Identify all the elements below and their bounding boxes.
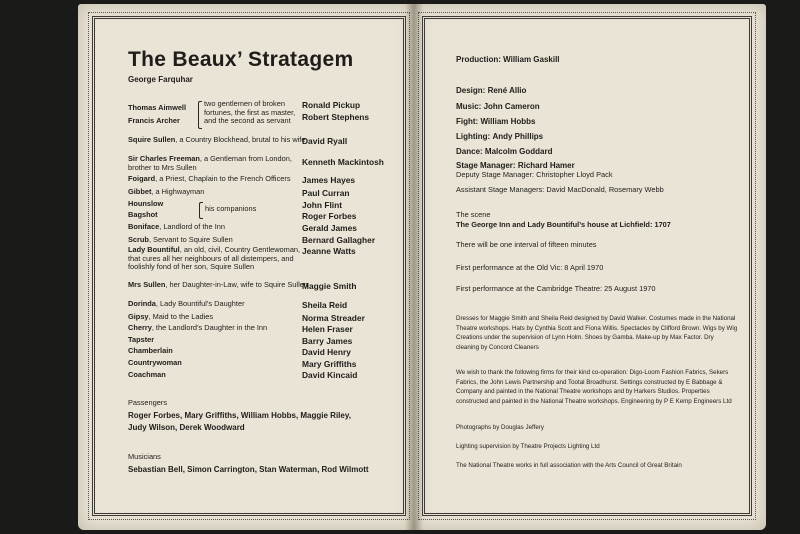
role-name: Bagshot bbox=[128, 210, 158, 219]
cast-actor: Norma Streader bbox=[302, 313, 365, 323]
role-name: Tapster bbox=[128, 335, 155, 344]
cast-role bbox=[128, 359, 308, 368]
cast-actor: Mary Griffiths bbox=[302, 359, 357, 369]
cast-role bbox=[128, 136, 308, 145]
role-name: Hounslow bbox=[128, 199, 164, 208]
role-name: Cherry bbox=[128, 323, 152, 332]
cast-actor: Jeanne Watts bbox=[302, 246, 356, 256]
cast-actor: Maggie Smith bbox=[302, 281, 357, 291]
cast-actor: John Flint bbox=[302, 200, 343, 210]
role-name: Foigard bbox=[128, 174, 156, 183]
role-description: , a Priest, Chaplain to the French Officers bbox=[155, 174, 291, 183]
role-name: Countrywoman bbox=[128, 358, 182, 367]
cast-role bbox=[128, 188, 308, 197]
role-name: Boniface bbox=[128, 222, 160, 231]
role-name: Coachman bbox=[128, 370, 166, 379]
thanks-paragraph: We wish to thank the following firms for their kind co-operation: Digo-Loom Fashion Fabrics, Sekers Fabrics, the John Lewis Partnership and Tootal Broadhurst. Settings constructed by E Babbage & Company and painted in the National Theatre workshops and by Harkers Studios. Properties constructed and painted in the National Theatre workshops. Engineering by P E Kemp Engineers Ltd bbox=[456, 369, 732, 405]
role-name: Gipsy bbox=[128, 312, 149, 321]
crew-credit bbox=[456, 132, 543, 141]
cast-role bbox=[128, 281, 308, 290]
crew-role: Design: bbox=[456, 86, 486, 95]
role-description: , Servant to Squire Sullen bbox=[148, 235, 233, 244]
cast-actor: Bernard Gallagher bbox=[302, 235, 376, 245]
role-description: , a Gentleman from London, brother to Mrs Sullen bbox=[128, 154, 292, 172]
cast-role bbox=[128, 246, 308, 272]
first-performance-old-vic: First performance at the Old Vic: 8 April 1970 bbox=[456, 263, 604, 272]
crew-name: René Allio bbox=[487, 86, 527, 95]
role-name: Gibbet bbox=[128, 187, 152, 196]
role-description: , a Country Blockhead, brutal to his wife bbox=[175, 135, 306, 144]
passengers-line-2: Judy Wilson, Derek Woodward bbox=[128, 423, 245, 432]
cast-actor: Paul Curran bbox=[302, 188, 350, 198]
cast-role bbox=[128, 175, 308, 184]
cast-role bbox=[128, 313, 308, 322]
scene-text: The George Inn and Lady Bountiful’s house at Lichfield: 1707 bbox=[456, 220, 671, 229]
companions-brace bbox=[199, 202, 203, 219]
cast-role bbox=[128, 324, 308, 333]
crew-role: Stage Manager: bbox=[456, 161, 516, 170]
first-performance-cambridge: First performance at the Cambridge Theatre: 25 August 1970 bbox=[456, 284, 656, 293]
book-gutter bbox=[405, 4, 423, 530]
role-name: Francis Archer bbox=[128, 116, 180, 125]
crew-credit bbox=[456, 86, 526, 95]
crew-credit bbox=[456, 161, 575, 170]
role-description: , her Daughter-in-Law, wife to Squire Sullen bbox=[165, 280, 308, 289]
passengers-heading: Passengers bbox=[128, 398, 168, 407]
musicians-line: Sebastian Bell, Simon Carrington, Stan Waterman, Rod Wilmott bbox=[128, 465, 369, 474]
cast-actor: Robert Stephens bbox=[302, 112, 370, 122]
arts-council-note: The National Theatre works in full association with the Arts Council of Great Britain bbox=[456, 462, 682, 469]
assistant-stage-managers: Assistant Stage Managers: David MacDonald, Rosemary Webb bbox=[456, 185, 664, 194]
pair-brace bbox=[198, 101, 202, 129]
cast-role bbox=[128, 223, 308, 232]
deputy-stage-manager: Deputy Stage Manager: Christopher Lloyd Pack bbox=[456, 170, 613, 179]
role-name: Scrub bbox=[128, 235, 149, 244]
role-description: , Landlord of the Inn bbox=[159, 222, 225, 231]
cast-actor: Barry James bbox=[302, 336, 353, 346]
play-title: The Beaux’ Stratagem bbox=[128, 48, 354, 71]
playwright: George Farquhar bbox=[128, 75, 193, 84]
crew-role: Fight: bbox=[456, 117, 479, 126]
passengers-line-1: Roger Forbes, Mary Griffiths, William Hobbs, Maggie Riley, bbox=[128, 411, 351, 420]
role-name: Lady Bountiful bbox=[128, 245, 180, 254]
role-name: Squire Sullen bbox=[128, 135, 176, 144]
cast-actor: Gerald James bbox=[302, 223, 357, 233]
role-name: Sir Charles Freeman bbox=[128, 154, 200, 163]
cast-role bbox=[128, 236, 308, 245]
programme-right-page bbox=[414, 4, 766, 530]
cast-role bbox=[128, 336, 308, 345]
lighting-supervision: Lighting supervision by Theatre Projects Lighting Ltd bbox=[456, 443, 600, 450]
role-description: , an old, civil, Country Gentlewoman, that cures all her neighbours of all distempers, and foolishly fond of her son, Squire Sullen bbox=[128, 245, 301, 272]
scene-heading: The scene bbox=[456, 210, 491, 219]
photographs-credit: Photographs by Douglas Jeffery bbox=[456, 424, 544, 431]
cast-actor: Roger Forbes bbox=[302, 211, 357, 221]
pair-note: two gentlemen of broken fortunes, the first as master, and the second as servant bbox=[204, 99, 296, 126]
crew-credit bbox=[456, 117, 536, 126]
role-description: , a Highwayman bbox=[151, 187, 205, 196]
cast-actor: Ronald Pickup bbox=[302, 100, 361, 110]
cast-actor: Helen Fraser bbox=[302, 324, 353, 334]
crew-role: Lighting: bbox=[456, 132, 491, 141]
musicians-heading: Musicians bbox=[128, 452, 161, 461]
crew-name: Richard Hamer bbox=[517, 161, 575, 170]
role-description: , Maid to the Ladies bbox=[148, 312, 214, 321]
role-description: , the Landlord’s Daughter in the Inn bbox=[151, 323, 268, 332]
cast-role bbox=[128, 155, 308, 172]
crew-role: Dance: bbox=[456, 147, 483, 156]
cast-role bbox=[128, 300, 308, 309]
cast-actor: James Hayes bbox=[302, 175, 356, 185]
cast-actor: Sheila Reid bbox=[302, 300, 348, 310]
role-name: Thomas Aimwell bbox=[128, 103, 187, 112]
credits-paragraph: Dresses for Maggie Smith and Sheila Reid designed by David Walker. Costumes made in the National Theatre workshops. Hats by Cynthia Scott and Fiona Willis. Spectacles by Clifford Brown. Wigs by Wig Creations under the supervision of Lynn Holm. Shoes by Gamba. Make-up by Max Factor. Dry cleaning by Concord Cleaners bbox=[456, 315, 738, 351]
interval-note: There will be one interval of fifteen minutes bbox=[456, 240, 597, 249]
crew-credit bbox=[456, 147, 552, 156]
role-description: , Lady Bountiful’s Daughter bbox=[155, 299, 245, 308]
crew-name: William Hobbs bbox=[480, 117, 536, 126]
crew-name: Malcolm Goddard bbox=[484, 147, 553, 156]
cast-role bbox=[128, 347, 308, 356]
production-credit bbox=[456, 55, 560, 64]
cast-actor: Kenneth Mackintosh bbox=[302, 157, 384, 167]
programme-left-page bbox=[78, 4, 414, 530]
role-name: Dorinda bbox=[128, 299, 156, 308]
production-name: William Gaskill bbox=[503, 55, 560, 64]
cast-role bbox=[128, 371, 308, 380]
crew-credit bbox=[456, 102, 540, 111]
production-label: Production: bbox=[456, 55, 501, 64]
role-name: Chamberlain bbox=[128, 346, 173, 355]
cast-actor: David Henry bbox=[302, 347, 351, 357]
crew-name: John Cameron bbox=[483, 102, 540, 111]
crew-name: Andy Phillips bbox=[492, 132, 544, 141]
cast-actor: David Kincaid bbox=[302, 370, 358, 380]
role-name: Mrs Sullen bbox=[128, 280, 166, 289]
crew-role: Music: bbox=[456, 102, 482, 111]
cast-actor: David Ryall bbox=[302, 136, 348, 146]
companions-note: his companions bbox=[205, 204, 257, 213]
